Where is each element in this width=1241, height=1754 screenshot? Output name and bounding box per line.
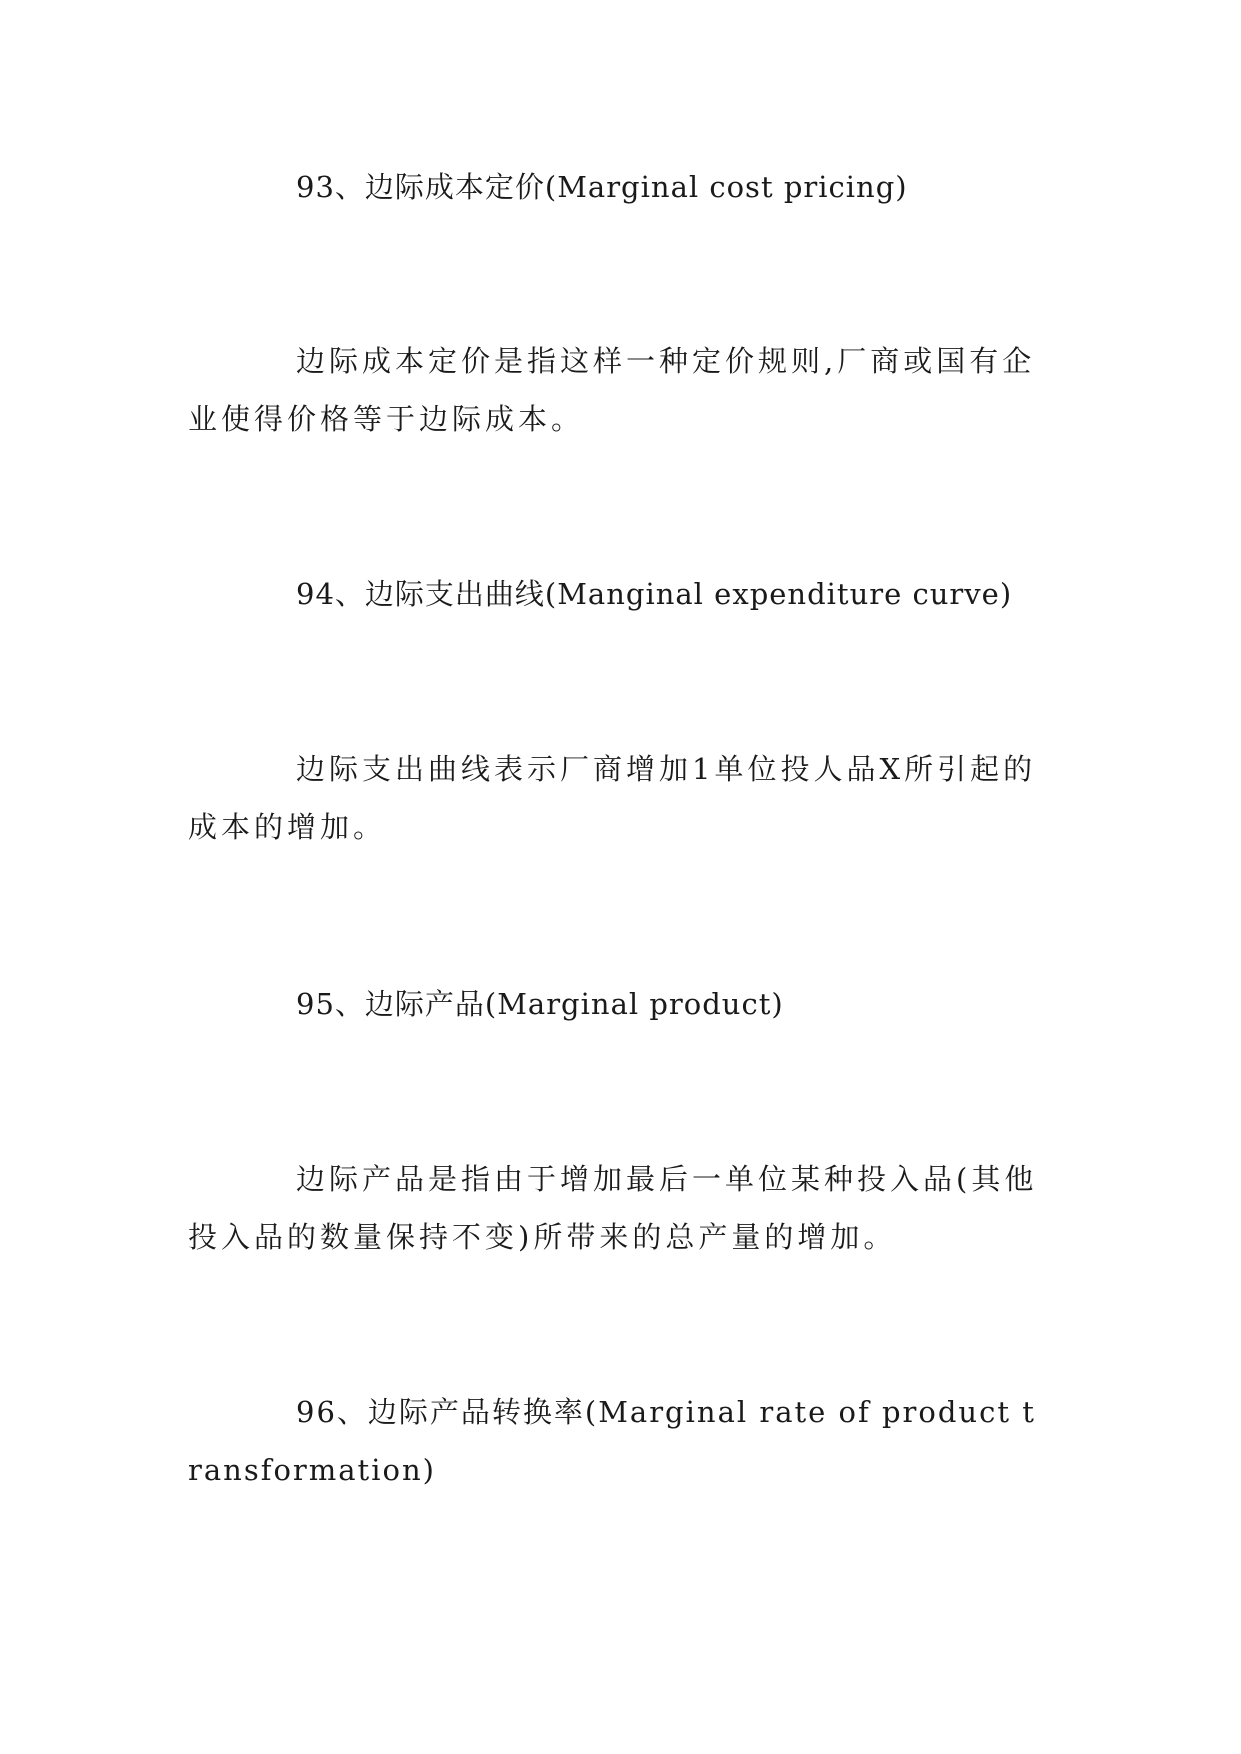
section-heading-93: 93、边际成本定价(Marginal cost pricing) bbox=[296, 170, 908, 204]
section-body-94: 边际支出曲线表示厂商增加1单位投人品X所引起的成本的增加。 bbox=[188, 752, 1037, 844]
section-heading-96: 96、边际产品转换率(Marginal rate of product transformation) bbox=[188, 1395, 1036, 1487]
section-heading-94: 94、边际支出曲线(Manginal expenditure curve) bbox=[296, 577, 1013, 611]
section-heading-95: 95、边际产品(Marginal product) bbox=[296, 987, 784, 1021]
section-body-93: 边际成本定价是指这样一种定价规则,厂商或国有企业使得价格等于边际成本。 bbox=[188, 344, 1036, 436]
section-body-95: 边际产品是指由于增加最后一单位某种投入品(其他投入品的数量保持不变)所带来的总产量的增加。 bbox=[188, 1162, 1038, 1254]
